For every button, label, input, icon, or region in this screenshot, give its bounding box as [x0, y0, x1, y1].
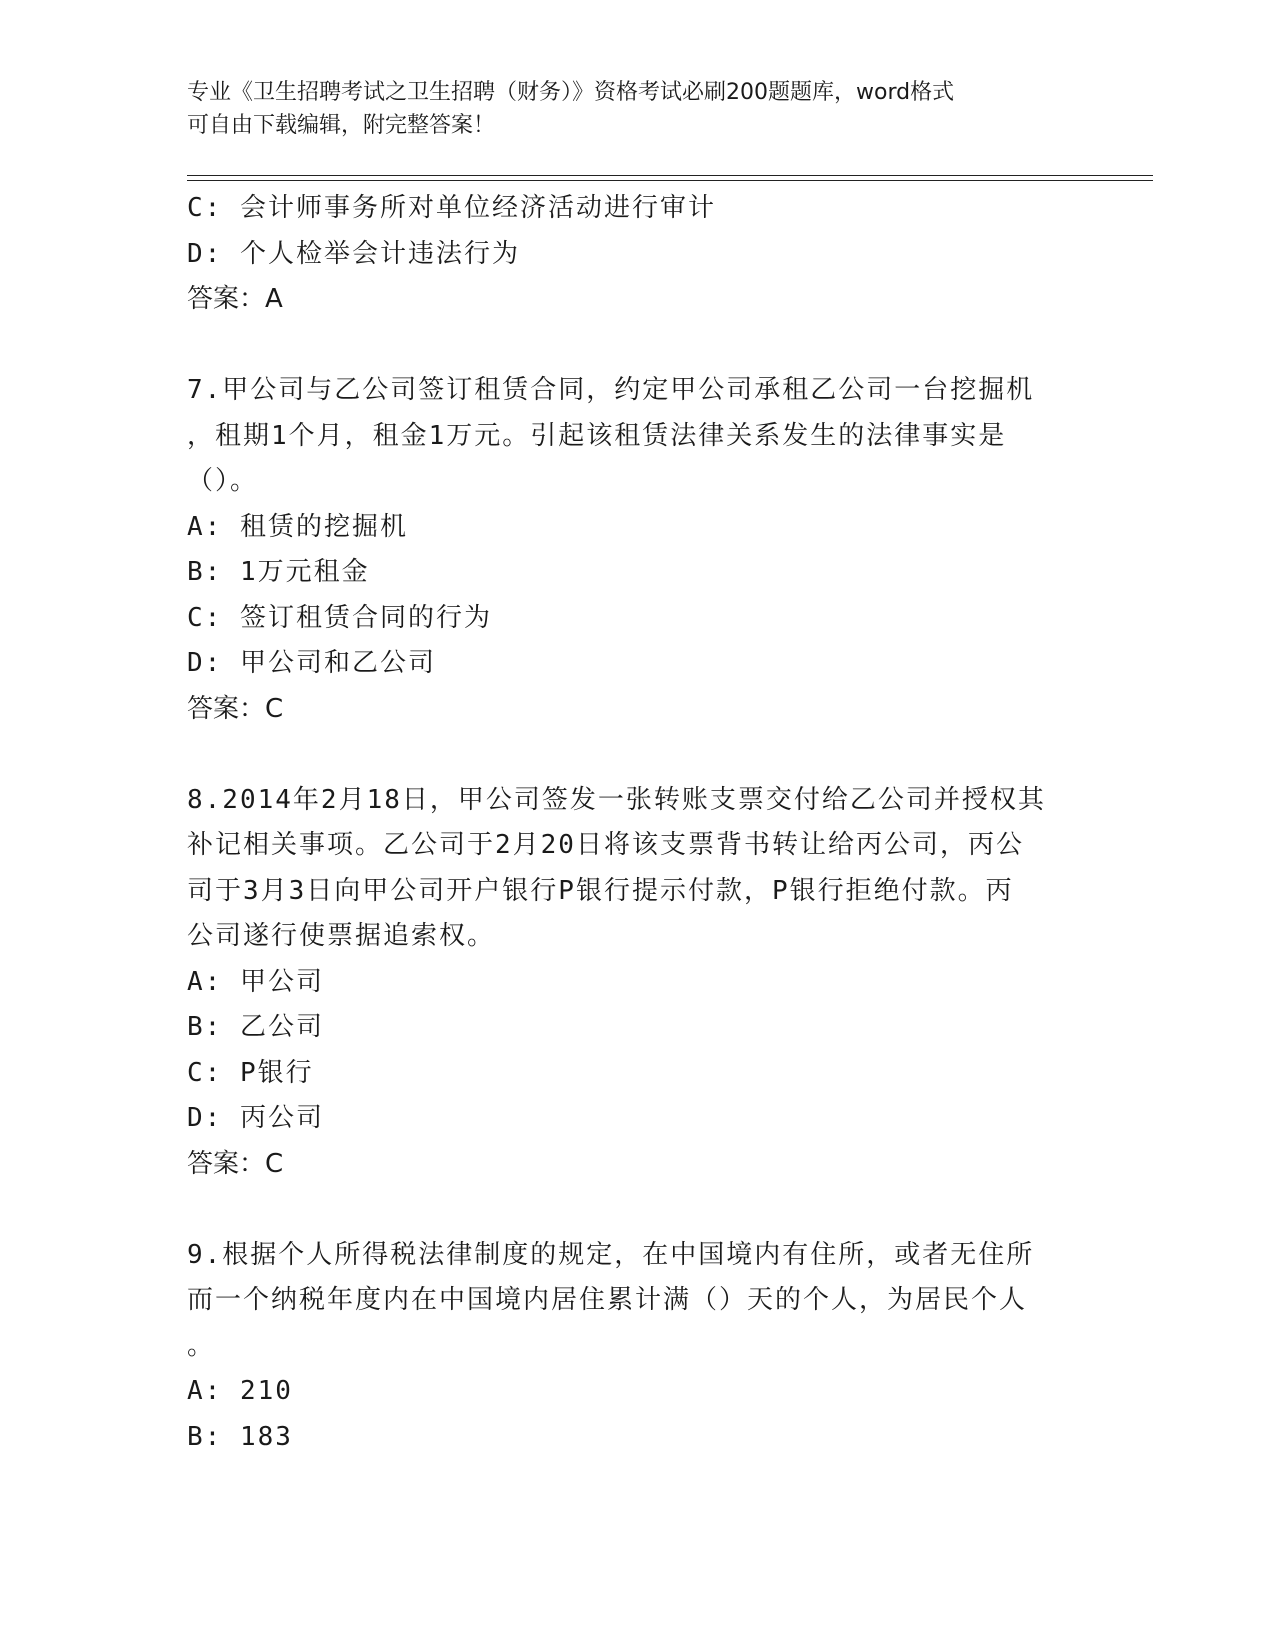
question-text: 司于3月3日向甲公司开户银行P银行提示付款，P银行拒绝付款。丙: [187, 875, 1014, 906]
question-block-6: [187, 186, 1087, 323]
option-b: B: 乙公司: [187, 1012, 324, 1042]
question-block-8: [187, 778, 1087, 1188]
option-c: C: 会计师事务所对单位经济活动进行审计: [187, 193, 716, 223]
header-divider: [187, 175, 1153, 181]
question-text: 公司遂行使票据追索权。: [187, 921, 496, 951]
header-line: 专业《卫生招聘考试之卫生招聘（财务）》资格考试必刷200题题库，word格式: [187, 80, 955, 105]
answer-line: 答案：A: [187, 284, 283, 314]
answer-line: 答案：C: [187, 693, 284, 724]
option-b: B: 183: [187, 1421, 293, 1452]
question-text: 9.根据个人所得税法律制度的规定，在中国境内有住所，或者无住所: [187, 1239, 1035, 1270]
answer-line: 答案：C: [187, 1148, 284, 1179]
option-a: A: 210: [187, 1376, 293, 1406]
question-text: （）。: [187, 466, 259, 496]
question-text: 而一个纳税年度内在中国境内居住累计满（）天的个人，为居民个人: [187, 1285, 1028, 1315]
option-c: C: P银行: [187, 1057, 314, 1088]
spacer: [187, 1187, 1087, 1233]
question-text: 8.2014年2月18日，甲公司签发一张转账支票交付给乙公司并授权其: [187, 784, 1046, 815]
question-text: 7.甲公司与乙公司签订租赁合同，约定甲公司承租乙公司一台挖掘机: [187, 375, 1035, 405]
option-d: D: 丙公司: [187, 1103, 324, 1133]
option-a: A: 租赁的挖掘机: [187, 511, 408, 542]
spacer: [187, 323, 1087, 369]
header-note: [187, 76, 1067, 142]
question-list: [187, 186, 1087, 1460]
header-line: 可自由下载编辑，附完整答案！: [187, 113, 496, 138]
spacer: [187, 732, 1087, 778]
question-text: 补记相关事项。乙公司于2月20日将该支票背书转让给丙公司，丙公: [187, 830, 1024, 860]
option-a: A: 甲公司: [187, 966, 324, 997]
option-c: C: 签订租赁合同的行为: [187, 602, 492, 633]
option-b: B: 1万元租金: [187, 557, 370, 587]
question-block-7: [187, 368, 1087, 732]
question-text: 。: [187, 1330, 216, 1361]
option-d: D: 甲公司和乙公司: [187, 648, 436, 678]
question-text: ，租期1个月，租金1万元。引起该租赁法律关系发生的法律事实是: [187, 420, 1007, 451]
question-block-9: [187, 1233, 1087, 1461]
option-d: D: 个人检举会计违法行为: [187, 238, 520, 269]
